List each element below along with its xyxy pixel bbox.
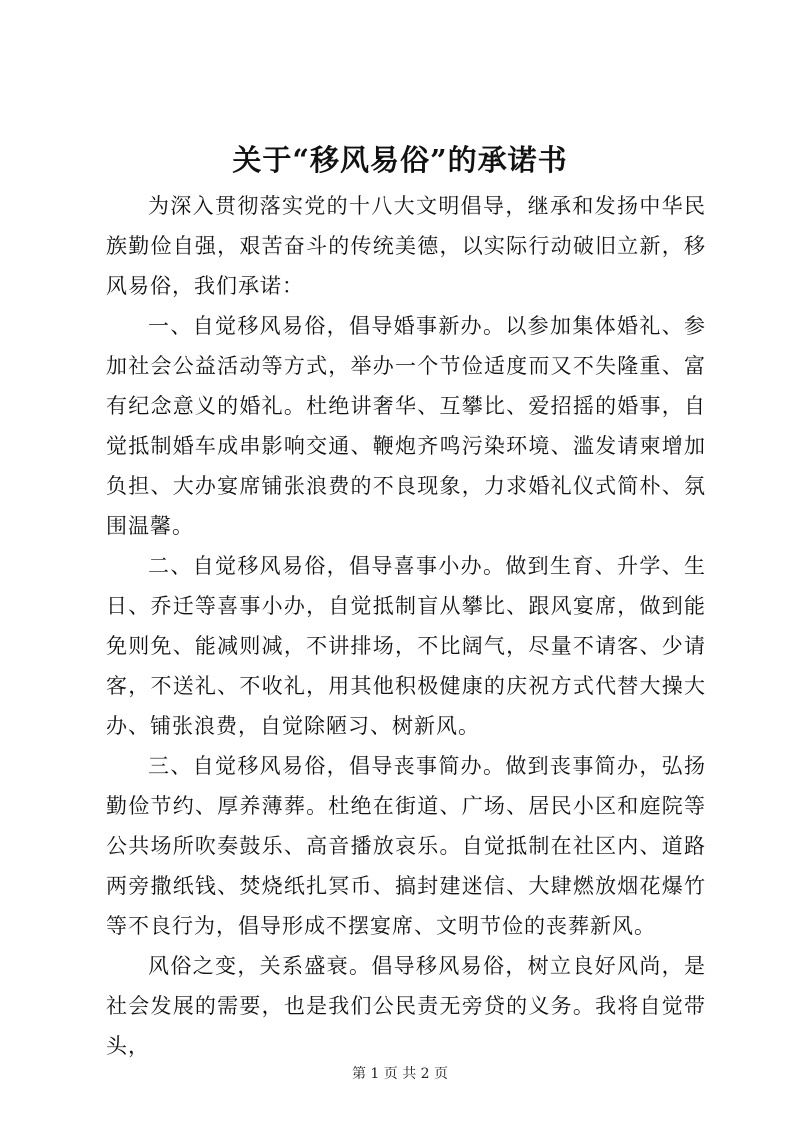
document-body	[106, 186, 706, 1066]
page-footer: 第 1 页 共 2 页	[351, 1066, 449, 1082]
paragraph-celebration: 二、自觉移风易俗，倡导喜事小办。做到生育、升学、生日、乔迁等喜事小办，自觉抵制盲从攀比、跟风宴席，做到能免则免、能减则减，不讲排场，不比阔气，尽量不请客、少请客，不送礼、不收礼，用其他积极健康的庆祝方式代替大操大办、铺张浪费，自觉除陋习、树新风。	[106, 554, 706, 738]
paragraph-wedding: 一、自觉移风易俗，倡导婚事新办。以参加集体婚礼、参加社会公益活动等方式，举办一个节俭适度而又不失隆重、富有纪念意义的婚礼。杜绝讲奢华、互攀比、爱招摇的婚事，自觉抵制婚车成串影响交通、鞭炮齐鸣污染环境、滥发请柬增加负担、大办宴席铺张浪费的不良现象，力求婚礼仪式简朴、氛围温馨。	[106, 314, 706, 538]
paragraph-conclusion: 风俗之变，关系盛衰。倡导移风易俗，树立良好风尚，是社会发展的需要，也是我们公民责无旁贷的义务。我将自觉带头，	[106, 954, 706, 1058]
paragraph-intro: 为深入贯彻落实党的十八大文明倡导，继承和发扬中华民族勤俭自强，艰苦奋斗的传统美德，以实际行动破旧立新，移风易俗，我们承诺：	[106, 194, 706, 298]
document-title: 关于“移风易俗”的承诺书	[232, 143, 568, 177]
paragraph-funeral: 三、自觉移风易俗，倡导丧事简办。做到丧事简办，弘扬勤俭节约、厚养薄葬。杜绝在街道、广场、居民小区和庭院等公共场所吹奏鼓乐、高音播放哀乐。自觉抵制在社区内、道路两旁撒纸钱、焚烧纸扎冥币、搞封建迷信、大肆燃放烟花爆竹等不良行为，倡导形成不摆宴席、文明节俭的丧葬新风。	[106, 754, 706, 938]
